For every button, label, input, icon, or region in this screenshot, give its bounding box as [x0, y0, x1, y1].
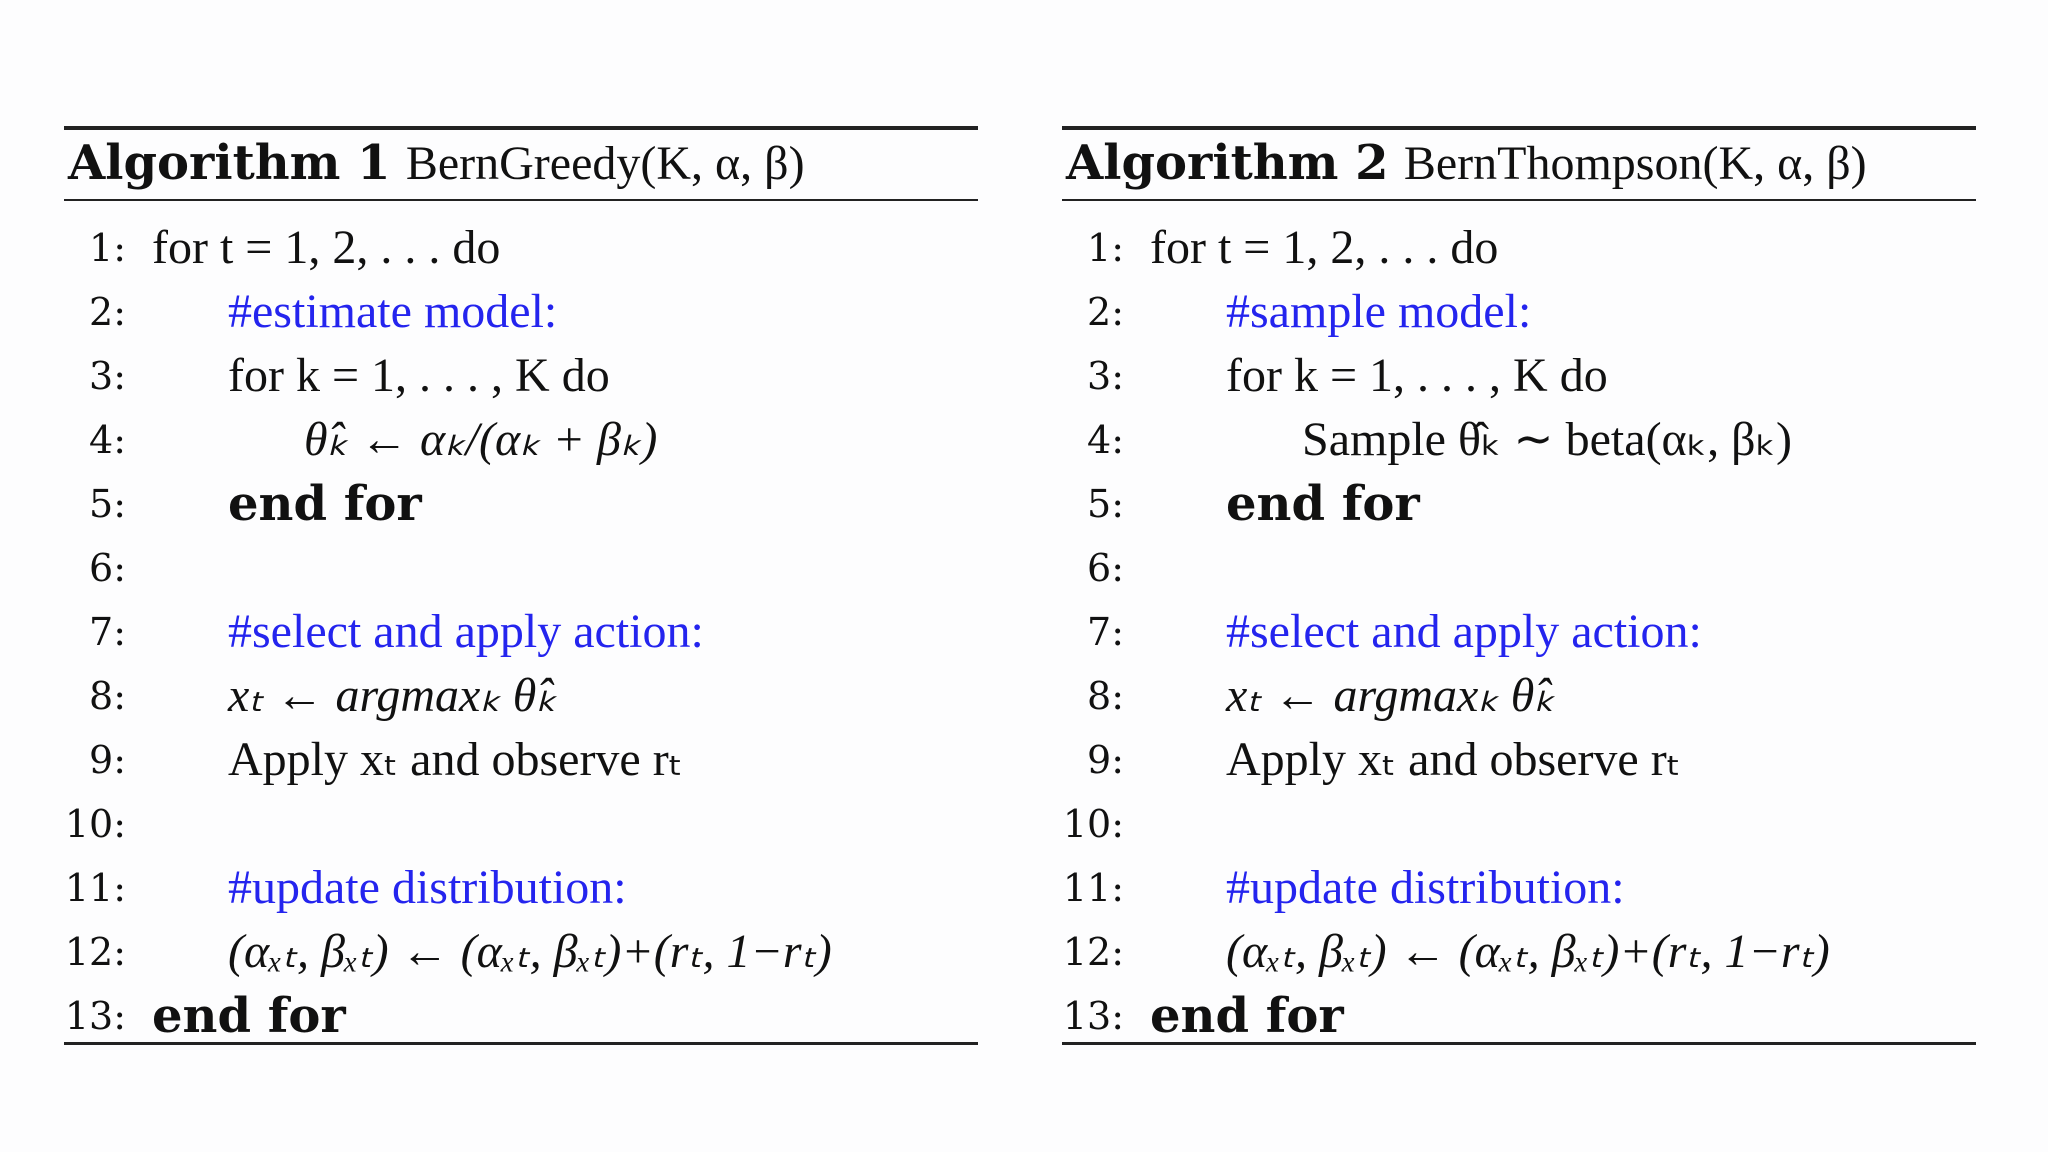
line-code: end for — [1150, 988, 1344, 1044]
algo-line-3 — [64, 344, 978, 408]
algo-line-11 — [64, 856, 978, 920]
algo-line-12 — [64, 920, 978, 984]
line-comment: #estimate model: — [228, 285, 558, 338]
algorithm-signature: BernGreedy(K, α, β) — [405, 137, 805, 190]
algo-line-4 — [64, 408, 978, 472]
line-number: 1: — [89, 226, 126, 270]
line-number: 2: — [89, 290, 126, 334]
line-number: 1: — [1087, 226, 1124, 270]
algo-line-1 — [64, 216, 978, 280]
line-code: (αₓₜ, βₓₜ) ← (αₓₜ, βₓₜ)+(rₜ, 1−rₜ) — [228, 925, 832, 978]
algorithm-2-box — [1062, 126, 1976, 1046]
line-code: for k = 1, . . . , K do — [1226, 349, 1608, 402]
algo-line-11 — [1062, 856, 1976, 920]
line-comment: #update distribution: — [1226, 861, 1625, 914]
line-number: 13: — [1062, 994, 1124, 1038]
line-comment: #select and apply action: — [228, 605, 704, 658]
algorithm-title — [1066, 134, 1867, 192]
line-code: end for — [152, 988, 346, 1044]
line-number: 4: — [89, 418, 126, 462]
algorithm-label: Algorithm 2 — [1066, 135, 1389, 191]
line-number: 3: — [89, 354, 126, 398]
algorithm-body — [64, 216, 978, 1048]
top-rule — [64, 126, 978, 130]
line-code: Apply xₜ and observe rₜ — [1226, 733, 1681, 786]
algo-line-7 — [64, 600, 978, 664]
line-code: (αₓₜ, βₓₜ) ← (αₓₜ, βₓₜ)+(rₜ, 1−rₜ) — [1226, 925, 1830, 978]
line-number: 4: — [1087, 418, 1124, 462]
line-number: 5: — [89, 482, 126, 526]
algo-line-4 — [1062, 408, 1976, 472]
algo-line-6 — [1062, 536, 1976, 600]
algo-line-6 — [64, 536, 978, 600]
algo-line-13 — [1062, 984, 1976, 1048]
line-number: 7: — [1087, 610, 1124, 654]
line-code: Sample θ̂ₖ ∼ beta(αₖ, βₖ) — [1302, 413, 1792, 466]
line-number: 7: — [89, 610, 126, 654]
algorithm-body — [1062, 216, 1976, 1048]
line-number: 8: — [1087, 674, 1124, 718]
line-code: xₜ ← argmaxₖ θ̂ₖ — [1226, 669, 1555, 722]
algo-line-9 — [1062, 728, 1976, 792]
algo-line-3 — [1062, 344, 1976, 408]
line-number: 6: — [89, 546, 126, 590]
algorithm-label: Algorithm 1 — [68, 135, 391, 191]
line-number: 11: — [1062, 866, 1124, 910]
line-comment: #select and apply action: — [1226, 605, 1702, 658]
algo-line-2 — [1062, 280, 1976, 344]
algo-line-13 — [64, 984, 978, 1048]
algo-line-5 — [1062, 472, 1976, 536]
top-rule — [1062, 126, 1976, 130]
line-code: Apply xₜ and observe rₜ — [228, 733, 683, 786]
line-number: 5: — [1087, 482, 1124, 526]
header-rule — [64, 199, 978, 201]
algo-line-8 — [64, 664, 978, 728]
line-number: 10: — [64, 802, 126, 846]
algo-line-5 — [64, 472, 978, 536]
header-rule — [1062, 199, 1976, 201]
line-number: 12: — [64, 930, 126, 974]
line-number: 9: — [89, 738, 126, 782]
algo-line-12 — [1062, 920, 1976, 984]
line-comment: #update distribution: — [228, 861, 627, 914]
line-code: end for — [1226, 476, 1420, 532]
line-number: 2: — [1087, 290, 1124, 334]
algorithm-1-box — [64, 126, 978, 1046]
line-code: θ̂ₖ ← αₖ/(αₖ + βₖ) — [304, 413, 658, 466]
line-number: 10: — [1062, 802, 1124, 846]
algorithm-title — [68, 134, 805, 192]
line-number: 13: — [64, 994, 126, 1038]
line-number: 12: — [1062, 930, 1124, 974]
algo-line-10 — [1062, 792, 1976, 856]
algo-line-9 — [64, 728, 978, 792]
algo-line-1 — [1062, 216, 1976, 280]
line-code: for t = 1, 2, . . . do — [152, 221, 501, 274]
line-number: 6: — [1087, 546, 1124, 590]
algo-line-10 — [64, 792, 978, 856]
line-number: 3: — [1087, 354, 1124, 398]
line-number: 9: — [1087, 738, 1124, 782]
bottom-rule — [64, 1042, 978, 1045]
line-number: 11: — [64, 866, 126, 910]
algo-line-7 — [1062, 600, 1976, 664]
line-number: 8: — [89, 674, 126, 718]
line-code: for k = 1, . . . , K do — [228, 349, 610, 402]
line-code: for t = 1, 2, . . . do — [1150, 221, 1499, 274]
algo-line-2 — [64, 280, 978, 344]
line-comment: #sample model: — [1226, 285, 1532, 338]
algo-line-8 — [1062, 664, 1976, 728]
line-code: xₜ ← argmaxₖ θ̂ₖ — [228, 669, 557, 722]
algorithm-signature: BernThompson(K, α, β) — [1403, 137, 1867, 190]
bottom-rule — [1062, 1042, 1976, 1045]
line-code: end for — [228, 476, 422, 532]
